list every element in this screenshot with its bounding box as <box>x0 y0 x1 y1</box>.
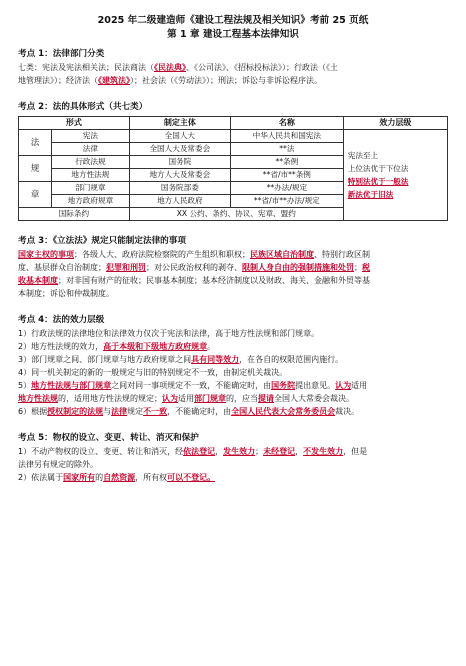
cell-form: 法律 <box>52 143 130 156</box>
cell-name: **条例 <box>230 156 343 169</box>
table-header-row <box>19 117 448 130</box>
document-title: 2025 年二级建造师《建设工程法规及相关知识》考前 25 页纸 <box>97 15 369 26</box>
cell-form: 宪法 <box>52 130 130 143</box>
effect-line-highlight: 特别法优于一般法 <box>347 177 409 186</box>
s3-text: 度、基层群众自治制度； <box>18 263 106 272</box>
cell-form: 地方政府规章 <box>52 195 130 208</box>
s3-text: ；各级人大、政府法院检察院的产生组织和职权； <box>74 250 250 259</box>
cell-maker: 全国人大 <box>129 130 230 143</box>
effect-line: 宪法至上 <box>347 151 379 160</box>
s4-highlight: 法律 <box>111 407 128 416</box>
s3-text: 本制度；诉讼和仲裁制度。 <box>18 289 114 298</box>
law-forms-table <box>18 116 448 221</box>
s3-text: ；对非国有财产的征收；民事基本制度；基本经济制度以及财政、海关、金融和外贸等基 <box>58 276 370 285</box>
s1-civil-code-highlight: 《民法典》 <box>154 63 186 72</box>
s1-text: 地管理法》）；经济法（ <box>18 76 98 85</box>
s1-text: 、《公司法》、《招标投标法》）；行政法（《土 <box>186 63 338 72</box>
category-fa: 法 <box>19 130 52 156</box>
header-name: 名称 <box>230 117 343 130</box>
list-item: 2）地方性法规的效力，高于本级和下级地方政府规章。 <box>18 342 216 351</box>
section-4-heading: 考点 4：法的效力层级 <box>18 315 105 325</box>
s4-highlight: 认为 <box>335 381 352 390</box>
cell-form: 地方性法规 <box>52 169 130 182</box>
list-item: 2）依法属于国家所有的自然资源，所有权可以不登记。 <box>18 473 216 482</box>
cell-form: 国际条约 <box>19 208 130 221</box>
chapter-heading: 第 1 章 建设工程基本法律知识 <box>167 29 299 40</box>
section-3-heading: 考点 3：《立法法》规定只能制定法律的事项 <box>18 236 186 246</box>
category-zhang: 章 <box>19 182 52 208</box>
s4-highlight: 地方性法规与部门规章 <box>31 381 112 390</box>
s5-highlight: 未经登记 <box>263 447 296 456</box>
s5-highlight: 可以不登记。 <box>167 473 216 482</box>
cell-maker: 地方人民政府 <box>129 195 230 208</box>
s4-highlight: 国务院 <box>271 381 296 390</box>
s4-highlight: 具有同等效力 <box>191 355 240 364</box>
s4-highlight: 全国人民代表大会常务委员会 <box>231 407 336 416</box>
header-maker: 制定主体 <box>129 117 230 130</box>
s3-highlight: 税 <box>362 263 370 272</box>
s1-text: ）；社会法（《劳动法》）；刑法；诉讼与非诉讼程序法。 <box>130 76 322 85</box>
cell-name: **法 <box>230 143 343 156</box>
s3-highlight: 民族区域自治制度 <box>250 250 314 259</box>
cell-name: 中华人民共和国宪法 <box>230 130 343 143</box>
section-5-list <box>18 445 448 484</box>
s4-highlight: 高于本级和下级地方政府规章 <box>103 342 208 351</box>
cell-name: **办法/规定 <box>230 182 343 195</box>
s5-highlight: 依法登记 <box>183 447 216 456</box>
s1-building-law-highlight: 《建筑法》 <box>98 76 130 85</box>
s3-text: 、特别行政区制 <box>314 250 370 259</box>
list-item: 5）地方性法规与部门规章之间对同一事项规定不一致，不能确定时，由国务院提出意见。认为适用 地方性法规的，适用地方性法规的规定；认为适用部门规章的，应当提请全国人大常委会裁决。 <box>18 381 368 403</box>
cell-name: XX 公约、条约、协议、宪章、盟约 <box>129 208 343 221</box>
section-2-heading: 考点 2：法的具体形式（共七类） <box>18 102 148 112</box>
header-form: 形式 <box>19 117 130 130</box>
s3-highlight: 国家主权的事项 <box>18 250 74 259</box>
cell-maker: 国务院 <box>129 156 230 169</box>
table-row <box>19 130 448 143</box>
s5-highlight: 国家所有 <box>63 473 96 482</box>
category-gui: 规 <box>19 156 52 182</box>
list-item: 3）部门规章之间、部门规章与地方政府规章之间具有同等效力，在各自的权限范围内施行。 <box>18 355 344 364</box>
s3-text: ；对公民政治权利的剥夺、 <box>146 263 242 272</box>
s4-highlight: 认为 <box>162 394 178 403</box>
s3-highlight: 收基本制度 <box>18 276 58 285</box>
s4-highlight: 不一致 <box>143 407 168 416</box>
effect-line: 上位法优于下位法 <box>347 164 409 173</box>
cell-name: **省/市**条例 <box>230 169 343 182</box>
list-item: 4）同一机关制定的新的一般规定与旧的特别规定不一致，由制定机关裁决。 <box>18 368 288 377</box>
cell-name: **省/市**办法/规定 <box>230 195 343 208</box>
s4-highlight: 地方性法规 <box>18 394 58 403</box>
list-item: 1）不动产物权的设立、变更、转让和消灭，经依法登记，发生效力；未经登记，不发生效力，但是 法律另有规定的除外。 <box>18 447 368 469</box>
section-3-body <box>18 248 448 300</box>
header-effect: 效力层级 <box>343 117 447 130</box>
s4-highlight: 部门规章 <box>194 394 226 403</box>
cell-maker: 地方人大及常委会 <box>129 169 230 182</box>
cell-maker: 全国人大及常委会 <box>129 143 230 156</box>
list-item: 6）根据授权制定的法规与法律规定不一致，不能确定时，由全国人民代表大会常务委员会裁决。 <box>18 407 360 416</box>
s5-highlight: 不发生效力 <box>303 447 344 456</box>
section-4-list <box>18 327 448 418</box>
s3-highlight: 犯罪和刑罚 <box>106 263 146 272</box>
list-item: 1）行政法规的法律地位和法律效力仅次于宪法和法律，高于地方性法规和部门规章。 <box>18 329 320 338</box>
effect-level-cell <box>343 130 447 221</box>
s5-highlight: 发生效力 <box>223 447 256 456</box>
s5-highlight: 自然资源 <box>103 473 136 482</box>
s1-text: 七类：宪法及宪法相关法；民法商法（ <box>18 63 154 72</box>
s4-highlight: 提请 <box>258 394 274 403</box>
s3-text: ； <box>354 263 362 272</box>
section-1-body <box>18 61 448 87</box>
cell-form: 部门规章 <box>52 182 130 195</box>
cell-maker: 国务院部委 <box>129 182 230 195</box>
effect-line-highlight: 新法优于旧法 <box>347 190 394 199</box>
s3-highlight: 限制人身自由的强制措施和处罚 <box>242 263 354 272</box>
section-5-heading: 考点 5：物权的设立、变更、转让、消灭和保护 <box>18 433 199 443</box>
s4-highlight: 授权制定的法规 <box>47 407 104 416</box>
section-1-heading: 考点 1：法律部门分类 <box>18 49 105 59</box>
cell-form: 行政法规 <box>52 156 130 169</box>
